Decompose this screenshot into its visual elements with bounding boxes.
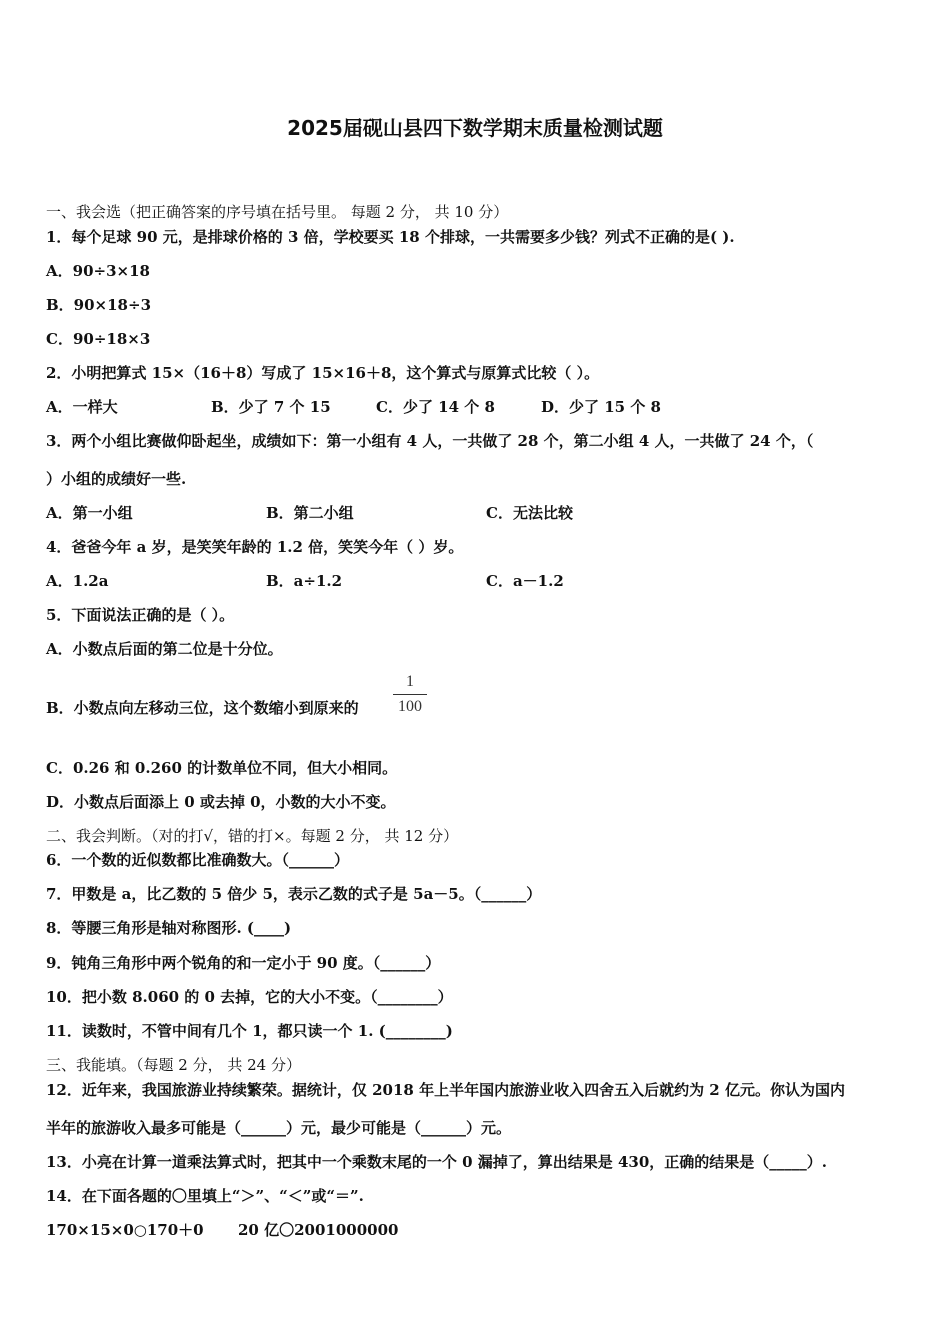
question-14-expression-1: 170×15×0○170＋0 — [46, 1221, 204, 1239]
question-6: 6．一个数的近似数都比准确数大。（______） — [46, 851, 349, 869]
question-8: 8．等腰三角形是轴对称图形. (____) — [46, 919, 292, 937]
question-3-stem-line2: ）小组的成绩好一些. — [46, 470, 187, 488]
section-3-heading: 三、我能填。（每题 2 分， 共 24 分） — [46, 1056, 301, 1074]
question-5-option-c: C．0.26 和 0.260 的计数单位不同，但大小相同。 — [46, 759, 398, 777]
fraction-numerator: 1 — [406, 673, 414, 690]
question-2-option-c: C．少了 14 个 8 — [376, 398, 495, 416]
question-4-option-a: A．1.2a — [46, 572, 109, 590]
question-2-option-b: B．少了 7 个 15 — [211, 398, 331, 416]
question-5-option-b: B．小数点向左移动三位，这个数缩小到原来的 — [46, 699, 359, 717]
question-9: 9．钝角三角形中两个锐角的和一定小于 90 度。（______） — [46, 954, 441, 972]
question-1-stem: 1．每个足球 90 元，是排球价格的 3 倍，学校要买 18 个排球，一共需要多少钱？列式不正确的是( ). — [46, 228, 735, 246]
question-14-expression-2: 20 亿〇2001000000 — [238, 1221, 399, 1239]
question-14-stem: 14．在下面各题的〇里填上“＞”、“＜”或“＝”. — [46, 1187, 364, 1205]
question-1-option-b: B．90×18÷3 — [46, 296, 152, 314]
question-4-stem: 4．爸爸今年 a 岁，是笑笑年龄的 1.2 倍，笑笑今年（ ）岁。 — [46, 538, 464, 556]
question-2-option-d: D．少了 15 个 8 — [541, 398, 661, 416]
question-5-option-d: D．小数点后面添上 0 或去掉 0，小数的大小不变。 — [46, 793, 396, 811]
question-13: 13．小亮在计算一道乘法算式时，把其中一个乘数末尾的一个 0 漏掉了，算出结果是 430，正确的结果是（_____）. — [46, 1153, 828, 1171]
section-1-heading: 一、我会选（把正确答案的序号填在括号里。 每题 2 分， 共 10 分） — [46, 203, 509, 221]
question-11: 11．读数时，不管中间有几个 1，都只读一个 1. (________) — [46, 1022, 453, 1040]
question-10: 10．把小数 8.060 的 0 去掉，它的大小不变。（________） — [46, 988, 453, 1006]
question-2-option-a: A．一样大 — [46, 398, 118, 416]
question-4-option-b: B．a÷1.2 — [266, 572, 343, 590]
question-5-stem: 5．下面说法正确的是（ ）。 — [46, 606, 235, 624]
question-4-option-c: C．a－1.2 — [486, 572, 564, 590]
question-2-stem: 2．小明把算式 15×（16＋8）写成了 15×16＋8，这个算式与原算式比较（ ）。 — [46, 364, 600, 382]
question-3-option-b: B．第二小组 — [266, 504, 354, 522]
question-3-stem-line1: 3．两个小组比赛做仰卧起坐，成绩如下：第一小组有 4 人，一共做了 28 个，第二小组 4 人，一共做了 24 个，（ — [46, 432, 814, 450]
section-2-heading: 二、我会判断。（对的打√，错的打×。每题 2 分， 共 12 分） — [46, 827, 459, 845]
fraction-denominator: 100 — [398, 698, 422, 715]
page-title: 2025届砚山县四下数学期末质量检测试题 — [287, 116, 663, 140]
question-5-option-a: A．小数点后面的第二位是十分位。 — [46, 640, 283, 658]
fraction-one-hundredth — [393, 672, 427, 717]
question-1-option-a: A．90÷3×18 — [46, 262, 150, 280]
question-12-line1: 12．近年来，我国旅游业持续繁荣。据统计，仅 2018 年上半年国内旅游业收入四舍五入后就约为 2 亿元。你认为国内 — [46, 1081, 845, 1099]
question-3-option-a: A．第一小组 — [46, 504, 133, 522]
fraction-bar — [393, 694, 427, 695]
question-12-line2: 半年的旅游收入最多可能是（______）元，最少可能是（______）元。 — [46, 1119, 512, 1137]
question-3-option-c: C．无法比较 — [486, 504, 573, 522]
question-1-option-c: C．90÷18×3 — [46, 330, 151, 348]
question-7: 7．甲数是 a，比乙数的 5 倍少 5，表示乙数的式子是 5a－5。（______） — [46, 885, 542, 903]
